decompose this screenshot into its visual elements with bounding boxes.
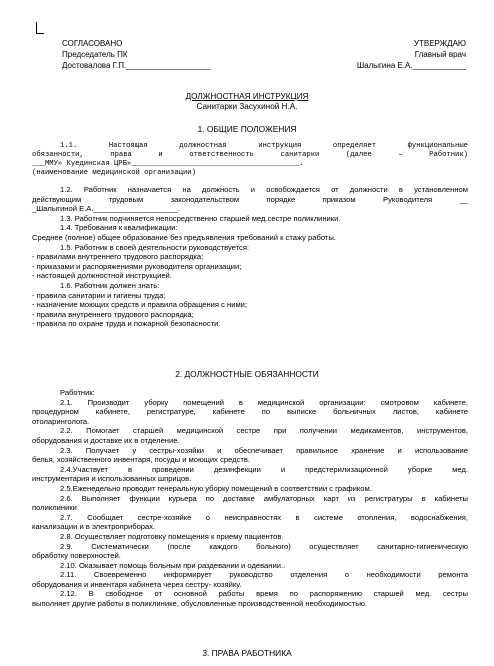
paragraph-line: 2.7. Сообщает сестре-хозяйке о неисправностях в системе отопления, водоснабжения, <box>60 512 468 522</box>
paragraph-line: 2.4.Участвует в проведении дезинфекции и предстерилизационной уборке мед. <box>60 464 468 474</box>
paragraph-line: 2.10. Оказывает помощь больным при раздевании и одевании.. <box>60 560 286 570</box>
paragraph-line: Работник: <box>60 388 95 397</box>
approval-block-right <box>357 38 466 71</box>
paragraph-line: 2.8. Осуществляет подготовку помещения к приему пациентов. <box>60 531 284 541</box>
chief-doctor-signature: Шалыгина Е.А.____________ <box>356 61 466 70</box>
paragraph-line: процедурном кабинете, регистратуре, кабинете по выписке больничных листов, кабинете <box>32 407 468 417</box>
list-item: - настоящей должностной инструкцией. <box>32 271 172 281</box>
section-1-intro <box>32 142 468 178</box>
list-item: - правила по охране труда и пожарной безопасности. <box>32 319 221 329</box>
paragraph-line: 2.2. Помогает старшей медицинской сестре при получении медикаментов, инструментов, <box>60 426 468 436</box>
section-1-heading: 1. ОБЩИЕ ПОЛОЖЕНИЯ <box>197 124 297 134</box>
paragraph-line: 1.5. Работник в своей деятельности руководствуется: <box>60 242 250 252</box>
crop-mark-horizontal <box>36 33 44 34</box>
paragraph-line: 1.6. Работник должен знать: <box>60 280 160 290</box>
approval-block-left <box>62 38 211 71</box>
paragraph-line: инструментария и использованных шприцов. <box>32 474 192 484</box>
list-item: - правилами внутреннего трудового распорядка; <box>32 252 204 262</box>
paragraph-line: выполняет другие работы в поликлинике, обусловленные производственной необходимостью. <box>32 599 368 609</box>
approve-label: УТВЕРЖДАЮ <box>413 39 466 48</box>
paragraph-line: действующим трудовым законодательством порядке приказом Руководителя __ <box>32 194 468 204</box>
paragraph-line: канализации и в электроприборах. <box>32 522 156 532</box>
paragraph-line: 2.12. В свободное от основной работы время по распоряжению старшей мед. сестры <box>60 589 468 599</box>
list-item: - правила внутреннего трудового распорядка; <box>32 309 194 319</box>
section-2-body <box>32 388 468 609</box>
intro-line: (наименование медицинской организации) <box>32 169 196 177</box>
paragraph-line: 2.5.Еженедельно проводит генеральную уборку помещений в соответствии с графиком. <box>60 483 372 493</box>
paragraph-line: оборудования и инвентаря кабинета через сестру- хозяйку. <box>32 579 242 589</box>
intro-line: ___ММУ» Куединская ЦРБ»_______________________________________. <box>32 160 304 168</box>
paragraph-line: 2.1. Производит уборку помещений в медицинской организации: смотровом кабинете, <box>60 397 468 407</box>
section-3-heading: 3. ПРАВА РАБОТНИКА <box>202 648 292 658</box>
paragraph-line: белья, хозяйственного инвентаря, посуды и моющих средств. <box>32 455 251 465</box>
document-title: ДОЛЖНОСТНАЯ ИНСТРУКЦИЯ <box>185 92 309 101</box>
section-1-items <box>32 185 468 329</box>
paragraph-line: Среднее (полное) общее образование без предъявления требований к стажу работы. <box>32 232 336 242</box>
paragraph-line: 1.3. Работник подчиняется непосредственно старшей мед.сестре поликлиники. <box>60 213 341 223</box>
document-subtitle: Санитарки Засухиной Н.А. <box>196 102 298 111</box>
paragraph-line: 2.3. Получает у сестры-хозяйки и обеспечивает правильное хранение и использование <box>60 445 468 455</box>
intro-line: 1.1. Настоящая должностная инструкция определяет функциональные <box>60 142 468 150</box>
crop-mark <box>36 22 37 33</box>
chief-doctor-label: Главный врач <box>414 50 466 59</box>
paragraph-line: 2.11. Своевременно информирует руководство отделения о необходимости ремонта <box>60 570 468 580</box>
paragraph-line: 2.6. Выполняет функции курьера по доставке амбулаторных карт из регистратуры в кабинеты <box>60 493 468 503</box>
list-item: - приказами и распоряжениями руководителя организации; <box>32 261 242 271</box>
paragraph-line: обработку поверхностей. <box>32 551 121 561</box>
paragraph-line: _Шалыгиной Е.А.____________________. <box>32 204 181 214</box>
paragraph-line: отоларинголога. <box>32 416 90 426</box>
paragraph-line: 1.2. Работник назначается на должность и освобождается от должности в установленном <box>60 185 468 194</box>
list-item: - правила санитарии и гигиены труда; <box>32 290 166 300</box>
intro-line: обязанности, права и ответственность санитарки (далее – Работник) <box>32 151 468 159</box>
paragraph-line: оборудования и доставке их в отделение. <box>32 435 180 445</box>
list-item: - назначение моющих средств и правила обращения с ними; <box>32 300 248 310</box>
union-chair-signature: Достовалова Г.П.___________________ <box>62 61 211 70</box>
union-chair-label: Председатель ПК <box>62 50 128 59</box>
agreed-label: СОГЛАСОВАНО <box>62 39 123 48</box>
section-2-heading: 2. ДОЛЖНОСТНЫЕ ОБЯЗАННОСТИ <box>175 369 319 379</box>
paragraph-line: 2.9. Систематически (после каждого больного) осуществляет санитарно-гигиеническую <box>60 541 468 551</box>
paragraph-line: поликлиники <box>32 503 77 513</box>
paragraph-line: 1.4. Требования к квалификации: <box>60 223 178 233</box>
